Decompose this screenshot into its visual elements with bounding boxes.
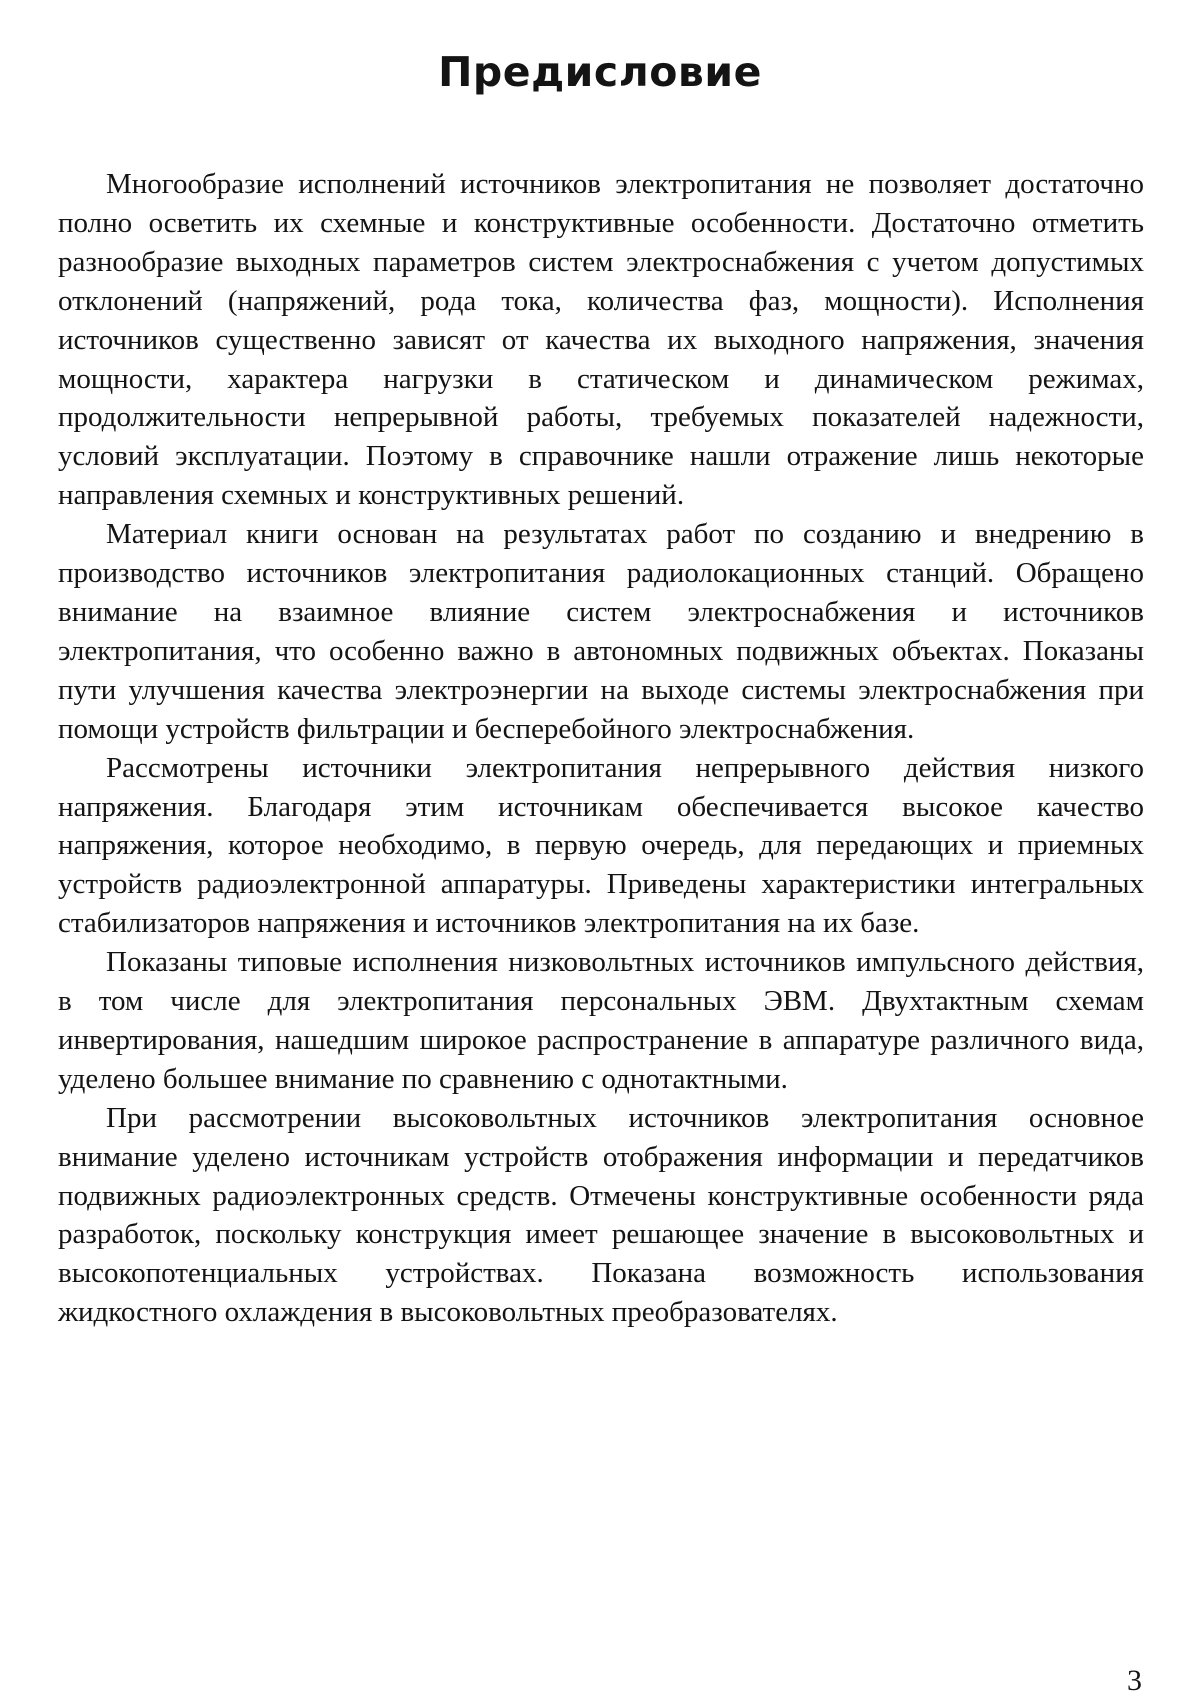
paragraph-2: Материал книги основан на результатах работ по созданию и внедрению в производство источников электропитания радиолокационных станций. Обращено внимание на взаимное влияние систем электроснабжения и источников электропитания, что особенно важно в автономных подвижных объектах. Показаны пути улучшения качества электроэнергии на выходе системы электроснабжения при помощи устройств фильтрации и бесперебойного электроснабжения. xyxy=(58,518,1144,745)
paragraph-4: Показаны типовые исполнения низковольтных источников импульсного действия, в том числе для электропитания персональных ЭВМ. Двухтактным схемам инвертирования, нашедшим широкое распространение в аппаратуре различного вида, уделено большее внимание по сравнению с однотактными. xyxy=(58,946,1144,1095)
paragraph-1: Многообразие исполнений источников электропитания не позволяет достаточно полно осветить их схемные и конструктивные особенности. Достаточно отметить разнообразие выходных параметров систем электроснабжения с учетом допустимых отклонений (напряжений, рода тока, количества фаз, мощности). Исполнения источников существенно зависят от качества их выходного напряжения, значения мощности, характера нагрузки в статическом и динамическом режимах, продолжительности непрерывной работы, требуемых показателей надежности, условий эксплуатации. Поэтому в справочнике нашли отражение лишь некоторые направления схемных и конструктивных решений. xyxy=(58,168,1144,512)
paragraph-3: Рассмотрены источники электропитания непрерывного действия низкого напряжения. Благодаря этим источникам обеспечивается высокое качество напряжения, которое необходимо, в первую очередь, для передающих и приемных устройств радиоэлектронной аппаратуры. Приведены характеристики интегральных стабилизаторов напряжения и источников электропитания на их базе. xyxy=(58,751,1144,940)
page-title: Предисловие xyxy=(438,48,762,96)
page-number: 3 xyxy=(1127,1664,1142,1697)
body-text xyxy=(58,165,1144,1332)
paragraph-5: При рассмотрении высоковольтных источников электропитания основное внимание уделено источникам устройств отображения информации и передатчиков подвижных радиоэлектронных средств. Отмечены конструктивные особенности ряда разработок, поскольку конструкция имеет решающее значение в высоковольтных и высокопотенциальных устройствах. Показана возможность использования жидкостного охлаждения в высоковольтных преобразователях. xyxy=(58,1101,1144,1329)
